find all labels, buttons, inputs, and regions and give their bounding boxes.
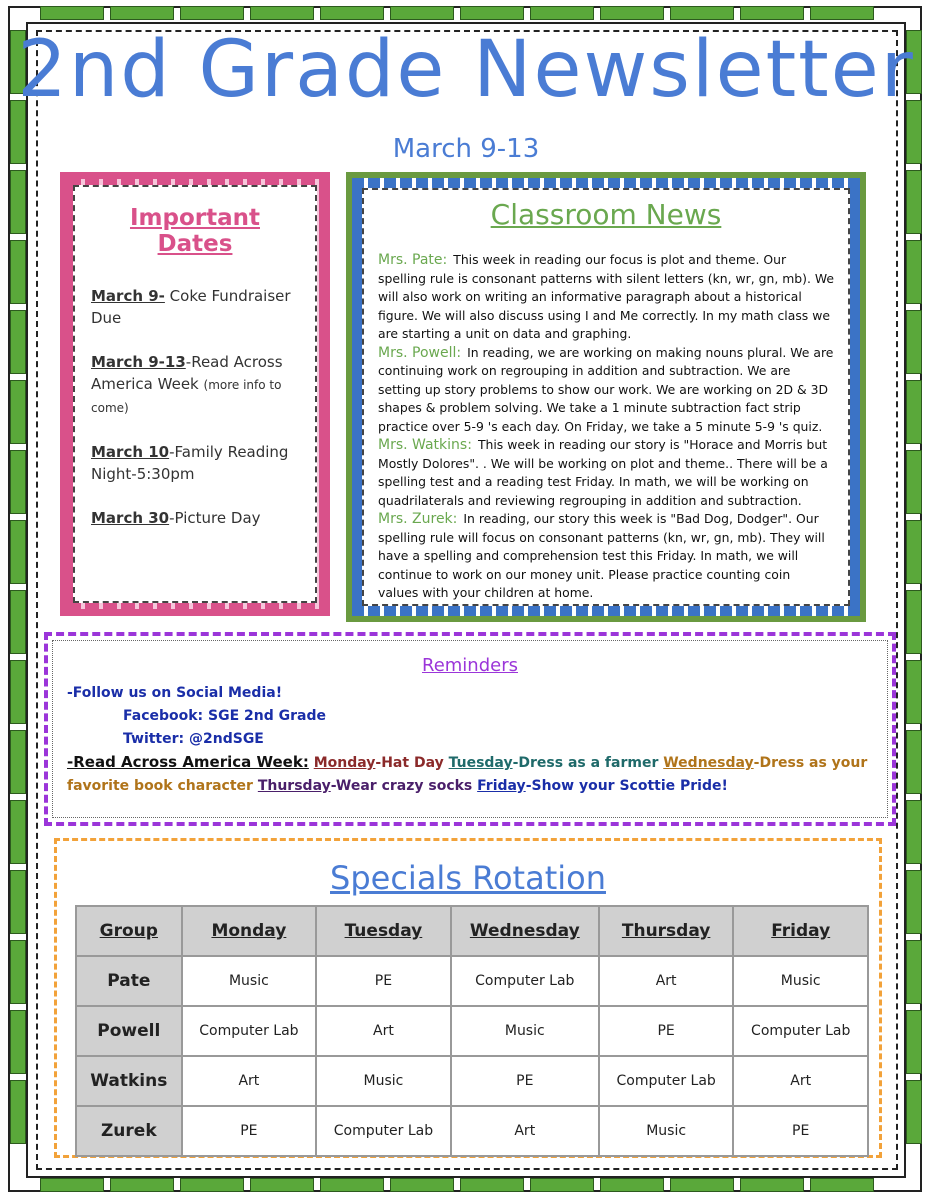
important-dates-title: Important Dates (129, 205, 260, 257)
raaw-desc-friday: -Show your Scottie Pride! (525, 778, 728, 794)
border-blocks-right (906, 30, 922, 1144)
table-cell: Art (599, 956, 734, 1006)
teacher-news (378, 510, 834, 603)
raaw-day-thursday: Thursday (257, 778, 331, 794)
border-blocks-top (40, 6, 874, 20)
table-cell: PE (316, 956, 451, 1006)
table-row (76, 1006, 868, 1056)
date-note: (more info to come) (91, 378, 282, 415)
teacher-text: In reading, we are working on making nouns plural. We are continuing work on regrouping in addition and subtraction. We are setting up story problems to show our work. We are working on 2D & 3D shapes & problem solving. We take a 1 minute subtraction fact strip practice over 5-9 's each day. On Friday, we take a 5 minute 5-9 's quiz. (378, 344, 834, 434)
table-cell: Art (182, 1056, 317, 1106)
table-cell: Music (599, 1106, 734, 1156)
table-cell: PE (451, 1056, 599, 1106)
table-cell: Music (733, 956, 868, 1006)
reminder-raaw (67, 751, 873, 798)
table-cell: Art (451, 1106, 599, 1156)
table-row (76, 1056, 868, 1106)
specials-title: Specials Rotation (330, 859, 606, 897)
table-cell: Art (316, 1006, 451, 1056)
date-item (91, 285, 299, 329)
table-cell: Computer Lab (733, 1006, 868, 1056)
raaw-desc-monday: -Hat Day (375, 755, 449, 771)
raaw-day-friday: Friday (477, 778, 526, 794)
teacher-name: Mrs. Watkins: (378, 437, 472, 453)
classroom-news-title: Classroom News (490, 198, 722, 231)
table-header: Monday (182, 906, 317, 956)
table-cell: Music (182, 956, 317, 1006)
raaw-day-tuesday: Tuesday (448, 755, 513, 771)
reminder-social: -Follow us on Social Media! (67, 685, 283, 701)
date-item (91, 351, 299, 419)
date-text: -Read Across America Week (91, 353, 283, 393)
newsletter-date: March 9-13 (392, 134, 540, 164)
teacher-text: This week in reading our focus is plot and theme. Our spelling rule is consonant patterns with silent letters (kn, wr, gn, mb). We will also work on writing an informative paragraph about a historical figure. We will also discuss using I and Me correctly. In my math class we are starting a unit on data and graphing. (378, 252, 834, 341)
table-header: Group (76, 906, 182, 956)
table-cell: Music (451, 1006, 599, 1056)
newsletter-title: 2nd Grade Newsletter (17, 25, 915, 115)
raaw-desc-wednesday: -Dress as your favorite book character (67, 755, 868, 794)
teacher-news (378, 251, 834, 344)
raaw-label: -Read Across America Week: (67, 753, 309, 771)
date-text: -Picture Day (169, 509, 261, 527)
raaw-day-monday: Monday (313, 755, 376, 771)
border-blocks-bottom (40, 1178, 874, 1192)
raaw-desc-thursday: -Wear crazy socks (330, 778, 478, 794)
table-row (76, 1106, 868, 1156)
table-cell: PE (182, 1106, 317, 1156)
table-header: Friday (733, 906, 868, 956)
date-text: Coke Fundraiser Due (91, 287, 291, 327)
teacher-news (378, 344, 834, 437)
classroom-news-panel (346, 172, 866, 622)
table-row (76, 956, 868, 1006)
table-header-row (76, 906, 868, 956)
table-cell: Computer Lab (182, 1006, 317, 1056)
group-cell: Powell (76, 1006, 182, 1056)
teacher-name: Mrs. Powell: (378, 344, 462, 361)
date-item (91, 441, 299, 485)
date-label: March 9- (91, 287, 165, 305)
table-cell: Music (316, 1056, 451, 1106)
raaw-day-wednesday: Wednesday (663, 755, 754, 771)
group-cell: Zurek (76, 1106, 182, 1156)
table-cell: Computer Lab (599, 1056, 734, 1106)
group-cell: Pate (76, 956, 182, 1006)
date-item (91, 507, 299, 529)
table-cell: Art (733, 1056, 868, 1106)
reminders-title: Reminders (422, 655, 518, 676)
specials-table (75, 905, 869, 1157)
reminders-panel (44, 632, 896, 826)
table-cell: PE (733, 1106, 868, 1156)
border-blocks-left (10, 30, 26, 1144)
date-text: -Family Reading Night-5:30pm (91, 443, 289, 483)
teacher-name: Mrs. Pate: (378, 252, 448, 268)
date-label: March 10 (91, 443, 170, 461)
teacher-news (378, 436, 834, 510)
table-cell: Computer Lab (451, 956, 599, 1006)
teacher-name: Mrs. Zurek: (378, 511, 458, 527)
specials-panel (54, 838, 882, 1158)
reminder-twitter: Twitter: @2ndSGE (123, 731, 264, 747)
table-cell: Computer Lab (316, 1106, 451, 1156)
table-cell: PE (599, 1006, 734, 1056)
table-header: Thursday (599, 906, 734, 956)
teacher-text: In reading, our story this week is "Bad Dog, Dodger". Our spelling rule will focus on consonant patterns (kn, wr, gn, mb). They will have a spelling and comprehension test this Friday. In math, we will continue to work on our money unit. Please practice counting coin values with your children at home. (378, 511, 825, 600)
date-label: March 30 (91, 509, 170, 527)
table-header: Wednesday (451, 906, 599, 956)
raaw-desc-tuesday: -Dress as a farmer (512, 755, 664, 771)
important-dates-panel (60, 172, 330, 616)
table-header: Tuesday (316, 906, 451, 956)
teacher-text: This week in reading our story is "Horace and Morris but Mostly Dolores". . We will be working on plot and theme.. There will be a spelling test and a reading test Friday. In math, we will be working on quadrilaterals and reviewing regrouping in addition and subtraction. (378, 437, 828, 508)
date-label: March 9-13 (91, 353, 186, 371)
group-cell: Watkins (76, 1056, 182, 1106)
reminder-facebook: Facebook: SGE 2nd Grade (123, 708, 326, 724)
